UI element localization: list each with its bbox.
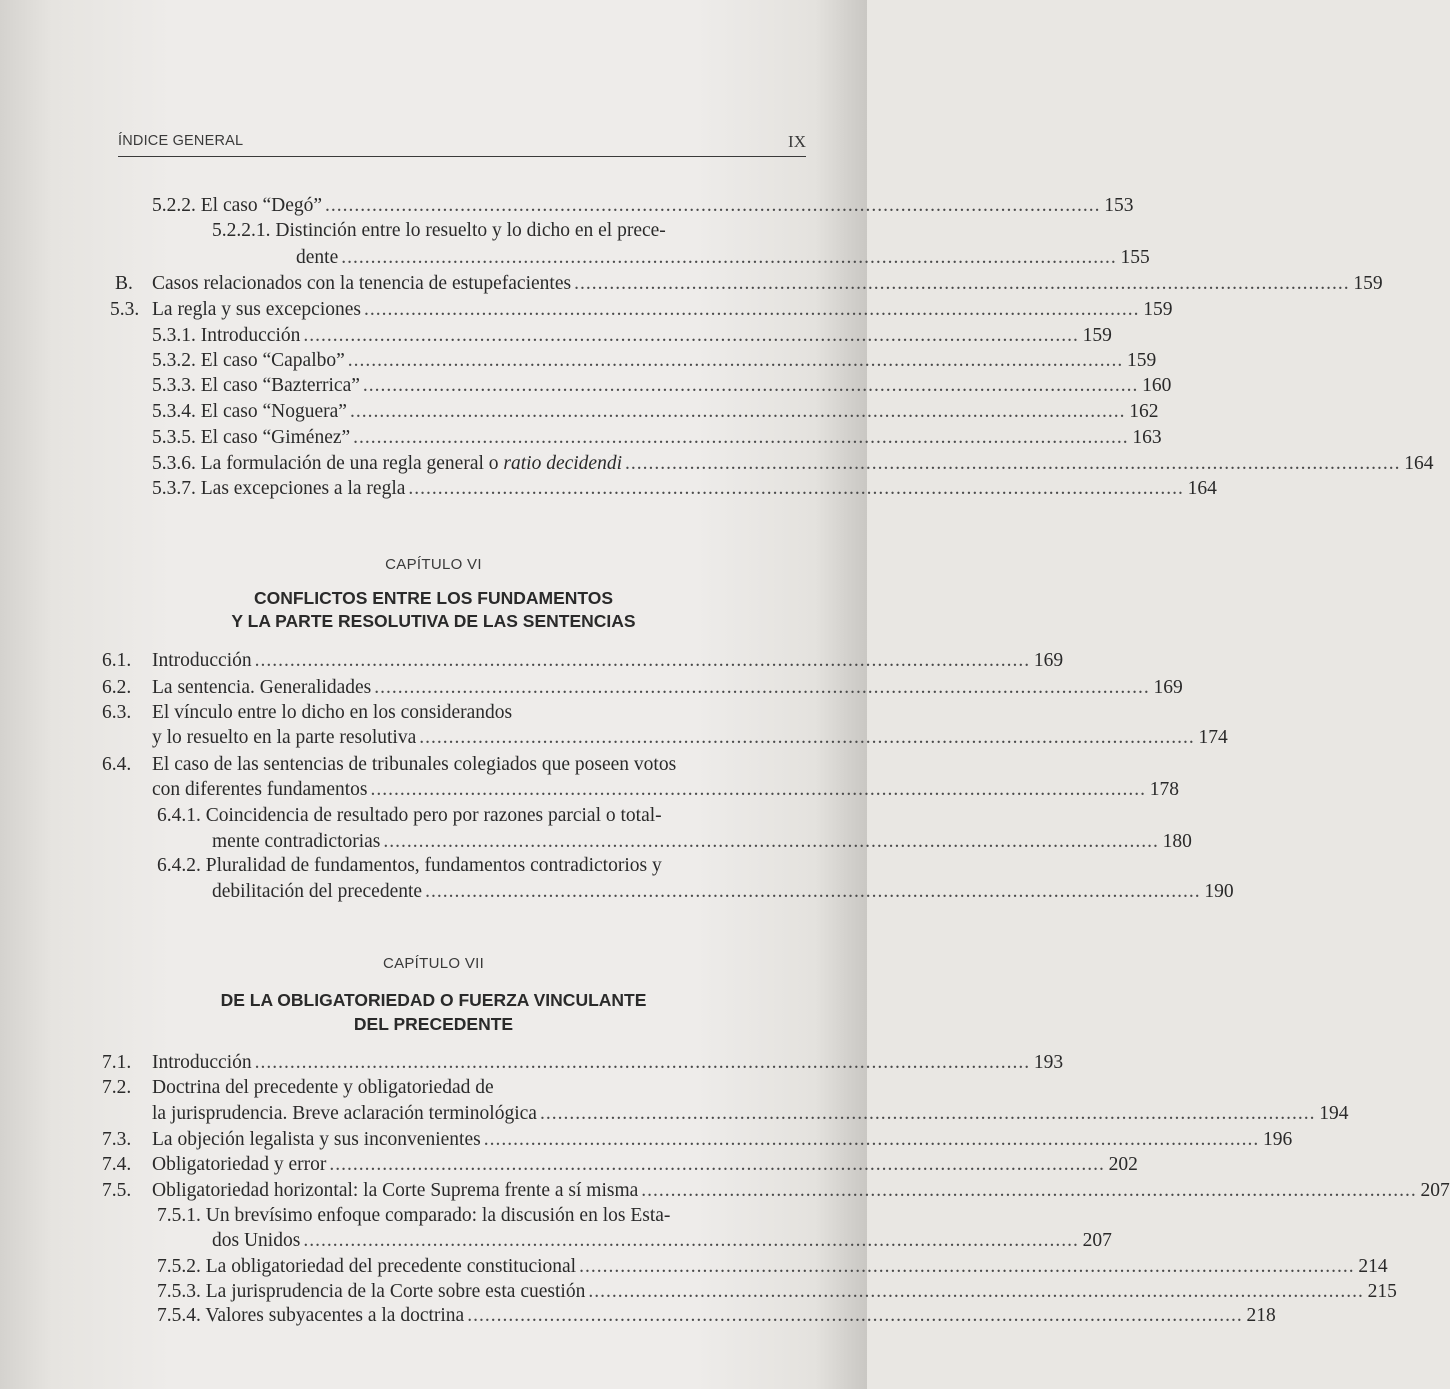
chapter-label: CAPÍTULO VI bbox=[385, 556, 482, 573]
toc-entry: con diferentes fundamentos .................................................................................................................................... 178 bbox=[152, 779, 1180, 800]
header-title: ÍNDICE GENERAL bbox=[118, 133, 244, 149]
toc-entry: 7.5.2. La obligatoriedad del precedente constitucional .................................................................................................................................... 214 bbox=[157, 1256, 1388, 1277]
header-page-number: IX bbox=[788, 132, 806, 151]
toc-entry: debilitación del precedente .................................................................................................................................... 190 bbox=[212, 881, 1234, 902]
toc-entry: 5.2.2.1. Distinción entre lo resuelto y lo dicho en el prece- bbox=[212, 220, 666, 241]
chapter-title: Y LA PARTE RESOLUTIVA DE LAS SENTENCIAS bbox=[231, 611, 636, 631]
toc-entry: 6.4.2. Pluralidad de fundamentos, fundamentos contradictorios y bbox=[157, 855, 662, 876]
toc-entry: 5.3.7. Las excepciones a la regla .................................................................................................................................... 164 bbox=[152, 478, 1217, 499]
toc-entry: 7.3. La objeción legalista y sus inconvenientes .................................................................................................................................... 196 bbox=[102, 1129, 1293, 1150]
chapter-title: CONFLICTOS ENTRE LOS FUNDAMENTOS bbox=[253, 588, 614, 608]
toc-entry: 5.3.1. Introducción .................................................................................................................................... 159 bbox=[152, 325, 1112, 346]
toc-entry: 5.3.5. El caso “Giménez” .................................................................................................................................... 163 bbox=[152, 427, 1162, 448]
toc-entry: 5.3.6. La formulación de una regla general o ratio decidendi .................................................................................................................................... 164 bbox=[152, 453, 1434, 474]
chapter-label: CAPÍTULO VII bbox=[382, 955, 485, 972]
toc-entry: 6.4.1. Coincidencia de resultado pero por razones parcial o total- bbox=[157, 805, 662, 826]
toc-entry: dos Unidos .................................................................................................................................... 207 bbox=[212, 1230, 1112, 1251]
toc-entry: 5.2.2. El caso “Degó” .................................................................................................................................... 153 bbox=[152, 195, 1134, 216]
toc-entry: 5.3.2. El caso “Capalbo” .................................................................................................................................... 159 bbox=[152, 350, 1157, 371]
toc-entry: 7.5. Obligatoriedad horizontal: la Corte Suprema frente a sí misma .................................................................................................................................... 207 bbox=[102, 1180, 1450, 1201]
toc-entry: y lo resuelto en la parte resolutiva .................................................................................................................................... 174 bbox=[152, 727, 1228, 748]
toc-entry: 5.3.3. El caso “Bazterrica” .................................................................................................................................... 160 bbox=[152, 375, 1172, 396]
toc-entry: mente contradictorias .................................................................................................................................... 180 bbox=[212, 831, 1192, 852]
toc-entry: dente .................................................................................................................................... 155 bbox=[296, 247, 1150, 268]
chapter-title: DE LA OBLIGATORIEDAD O FUERZA VINCULANTE bbox=[220, 990, 647, 1010]
toc-entry: 5.3. La regla y sus excepciones .................................................................................................................................... 159 bbox=[110, 299, 1173, 320]
toc-entry: 6.3. El vínculo entre lo dicho en los considerandos bbox=[102, 702, 513, 723]
toc-entry: 6.4. El caso de las sentencias de tribunales colegiados que poseen votos bbox=[102, 754, 677, 775]
toc-entry: 7.4. Obligatoriedad y error .................................................................................................................................... 202 bbox=[102, 1154, 1138, 1175]
toc-entry: 7.5.4. Valores subyacentes a la doctrina .................................................................................................................................... 218 bbox=[157, 1305, 1276, 1326]
chapter-title: DEL PRECEDENTE bbox=[353, 1014, 514, 1034]
running-header bbox=[118, 130, 806, 157]
toc-entry: 5.3.4. El caso “Noguera” .................................................................................................................................... 162 bbox=[152, 401, 1159, 422]
toc-entry: B. Casos relacionados con la tenencia de estupefacientes .................................................................................................................................... 159 bbox=[115, 273, 1383, 294]
toc-entry: 7.5.3. La jurisprudencia de la Corte sobre esta cuestión .................................................................................................................................... 215 bbox=[157, 1281, 1397, 1302]
toc-entry: 7.5.1. Un brevísimo enfoque comparado: la discusión en los Esta- bbox=[157, 1205, 671, 1226]
toc-entry: 7.1. Introducción .................................................................................................................................... 193 bbox=[102, 1052, 1064, 1073]
toc-entry: la jurisprudencia. Breve aclaración terminológica .................................................................................................................................... 194 bbox=[152, 1103, 1349, 1124]
toc-entry: 6.1. Introducción .................................................................................................................................... 169 bbox=[102, 650, 1064, 671]
toc-entry: 6.2. La sentencia. Generalidades .................................................................................................................................... 169 bbox=[102, 677, 1183, 698]
toc-entry: 7.2. Doctrina del precedente y obligatoriedad de bbox=[102, 1077, 494, 1098]
